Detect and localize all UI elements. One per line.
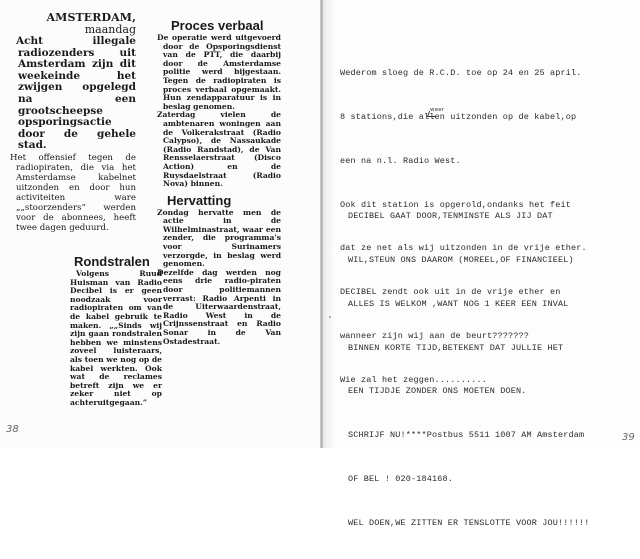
typed-line: Wederom sloeg de R.C.D. toe op 24 en 25 april. xyxy=(340,68,582,79)
typed-line: wanneer zijn wij aan de beurt??????? xyxy=(340,330,530,341)
typed-line: 8 stations,die allen uitzonden op de kabel,op xyxy=(340,111,577,122)
clipping-body: Het offensief tegen de radiopiraten, die via het Amsterdamse kabelnet uitzonden en door hun activiteiten ware „„stoorzenders” werden voor de abonnees, heeft twee dagen geduurd. xyxy=(10,152,136,233)
typed-line: WEL DOEN,WE ZITTEN ER TENSLOTTE VOOR JOU!!!!!! xyxy=(348,517,590,528)
handwritten-correction: weer xyxy=(430,107,445,113)
typed-line: ALLES IS WELKOM ,WANT NOG 1 KEER EEN INVAL xyxy=(348,298,569,309)
typed-line: DECIBEL GAAT DOOR,TENMINSTE ALS JIJ DAT xyxy=(348,211,553,222)
clipping-day: maandag xyxy=(84,23,136,36)
typed-line: een na n.l. Radio West. xyxy=(340,155,461,166)
clipping-amsterdam xyxy=(10,12,136,233)
typed-line: BINNEN KORTE TIJD,BETEKENT DAT JULLIE HET xyxy=(348,342,564,353)
clipping-proces-verbaal xyxy=(157,18,281,346)
typed-paragraph-2 xyxy=(348,180,590,559)
typed-line: SCHRIJF NU!****Postbus 5511 1007 AM Amsterdam xyxy=(348,430,585,441)
typed-line: OF BEL ! 020-184168. xyxy=(348,473,454,484)
clipping-subheadline: Hervatting xyxy=(167,192,232,208)
clipping-paragraph: De operatie werd uitgevoerd door de Opsporingsdienst van de PTT, die daarbij door de Amsterdamse politie werd bijgestaan. Tegen de radiopiraten is proces verbaal opgemaakt. Hun zendapparatuur is in beslag genomen. xyxy=(157,33,281,111)
typed-line: Ook dit station is opgerold,ondanks het feit xyxy=(340,199,572,210)
clipping-lead: Acht illegale radiozenders uit Amsterdam zijn dit weekeinde het zwijgen opgelegd na een grootscheepse opsporingsactie door de gehele stad. xyxy=(16,35,136,152)
scan-speck xyxy=(329,316,331,318)
page-number-right: 39 xyxy=(622,432,635,443)
clipping-paragraph: Zondag hervatte men de actie in de Wilhelminastraat, waar een zender, die programma's voor Surinamers verzorgde, in beslag werd genomen. xyxy=(157,207,281,269)
clipping-rondstralen xyxy=(70,254,162,408)
clipping-headline: Rondstralen xyxy=(74,254,150,269)
clipping-paragraph: Dezelfde dag werden nog eens drie radio-piraten door politiemannen verrast: Radio Arpenti in de Uiterwaardenstraat, Radio West in de Crijnssenstraat en Radio Sonar in de Van Ostadestraat. xyxy=(157,267,281,346)
typed-line: DECIBEL zendt ook uit in de vrije ether en xyxy=(340,287,561,298)
typed-line: dat ze net als wij uitzonden in de vrije ether. xyxy=(340,243,587,254)
left-page xyxy=(0,0,322,448)
typed-line: WIL,STEUN ONS DAAROM (MOREEL,OF FINANCIEEL) xyxy=(348,254,574,265)
typed-line: Wie zal het zeggen.......... xyxy=(340,374,488,385)
gutter-shadow xyxy=(324,0,334,448)
clipping-paragraph: Zaterdag vielen de ambtenaren woningen aan de Volkerakstraat (Radio Calypso), de Nassaukade (Radio Randstad), de Van Rensselaerstraat (Disco Action) en de Ruysdaelstraat (Radio Nova) binnen. xyxy=(157,110,281,189)
clipping-headline: Proces verbaal xyxy=(171,18,264,33)
page-number-left: 38 xyxy=(6,424,19,435)
clipping-dateline: AMSTERDAM, xyxy=(46,11,136,24)
typed-line: EEN TIJDJE ZONDER ONS MOETEN DOEN. xyxy=(348,386,527,397)
clipping-body: Volgens Ruud Huisman van Radio Decibel is er geen noodzaak voor radiopiraten om van de kabel gebruik te maken. „„Sinds wij zijn gaan rondstralen hebben we minstens zoveel luisteraars, als toen we nog op de kabel werkten. Ook wat de reclames betreft zijn we er zeker niet op achteruitgegaan.” xyxy=(70,269,163,407)
